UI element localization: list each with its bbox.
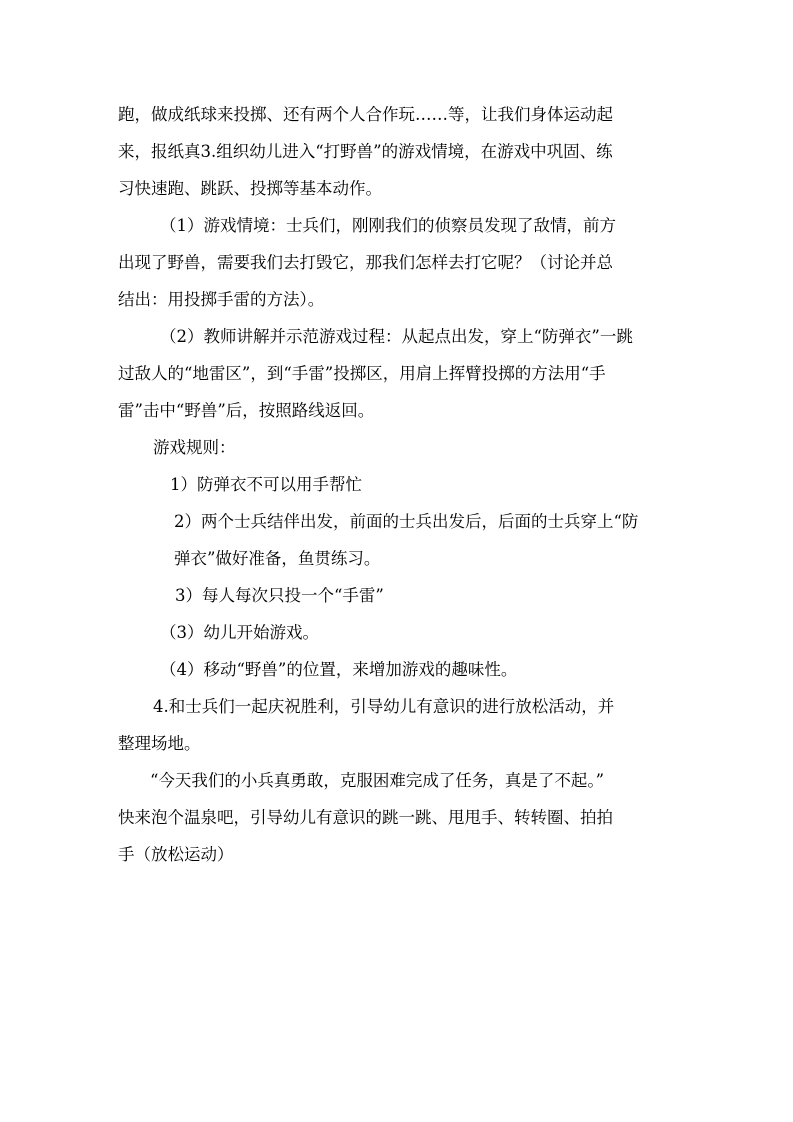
text-line: 跑，做成纸球来投掷、还有两个人合作玩……等，让我们身体运动起 (118, 105, 613, 124)
text-line: 游戏规则： (153, 438, 236, 457)
text-line: 1）防弹衣不可以用手帮忙 (170, 475, 362, 494)
text-line: 2）两个士兵结伴出发，前面的士兵出发后，后面的士兵穿上“防 (174, 512, 639, 531)
text-line: 4.和士兵们一起庆祝胜利，引导幼儿有意识的进行放松活动，并 (153, 697, 615, 716)
text-line: （2）教师讲解并示范游戏过程：从起点出发，穿上“防弹衣”一跳 (160, 327, 633, 346)
text-line: 快来泡个温泉吧，引导幼儿有意识的跳一跳、甩甩手、转转圈、拍拍 (118, 808, 613, 827)
text-line: 出现了野兽，需要我们去打毁它，那我们怎样去打它呢？（讨论并总 (118, 253, 613, 272)
text-line: 结出：用投掷手雷的方法）。 (118, 290, 325, 309)
text-line: 来，报纸真3.组织幼儿进入“打野兽”的游戏情境，在游戏中巩固、练 (118, 142, 613, 161)
document-body (118, 96, 678, 873)
text-line: 整理场地。 (118, 734, 201, 753)
text-line: “今天我们的小兵真勇敢，克服困难完成了任务，真是了不起。” (150, 771, 605, 790)
text-line: 弹衣”做好准备，鱼贯练习。 (174, 549, 381, 568)
text-line: 习快速跑、跳跃、投掷等基本动作。 (118, 179, 382, 198)
text-line: 过敌人的“地雷区”，到“手雷”投掷区，用肩上挥臂投掷的方法用“手 (118, 364, 606, 383)
text-line: 3）每人每次只投一个“手雷” (175, 586, 384, 605)
text-line: 手（放松运动） (118, 845, 234, 864)
text-line: 雷”击中“野兽”后，按照路线返回。 (118, 401, 375, 420)
text-line: （1）游戏情境：士兵们，刚刚我们的侦察员发现了敌情，前方 (160, 216, 616, 235)
text-line: （3）幼儿开始游戏。 (160, 623, 319, 642)
text-line: （4）移动“野兽”的位置，来增加游戏的趣味性。 (160, 660, 518, 679)
